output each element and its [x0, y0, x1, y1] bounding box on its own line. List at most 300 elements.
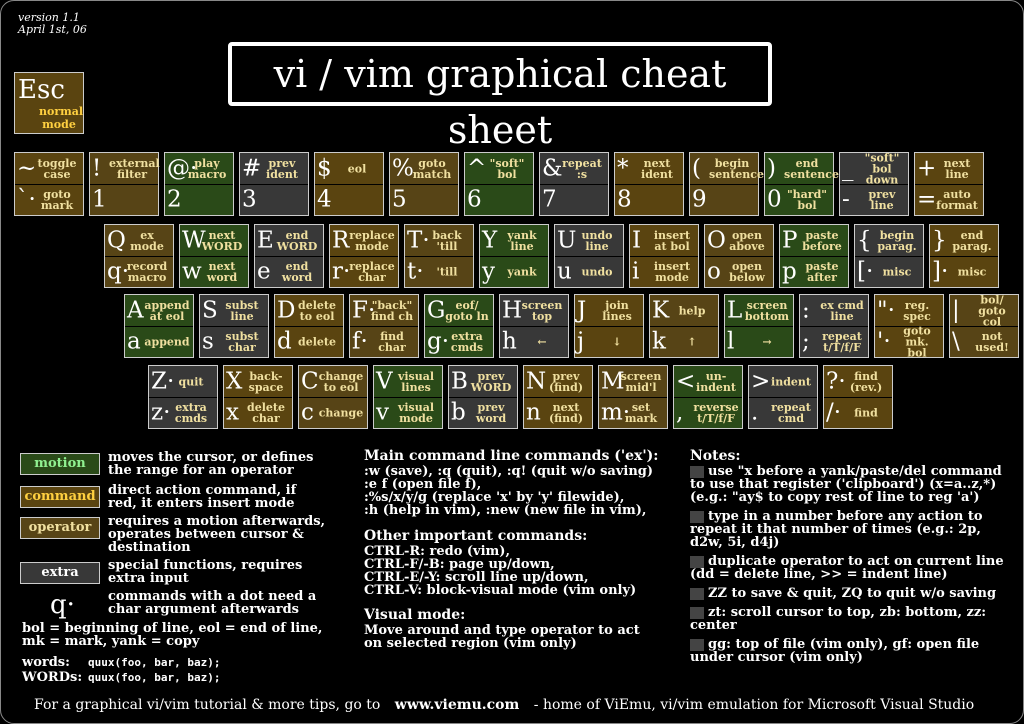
key-half [425, 295, 493, 327]
key-half [330, 256, 398, 287]
key-desc: screen bottom [744, 298, 790, 323]
key-half [15, 184, 83, 215]
key-desc: extra cmds [174, 400, 208, 425]
key-half [615, 184, 683, 215]
key-char: m· [601, 399, 631, 425]
key-char: d [277, 328, 292, 354]
key-half [224, 397, 292, 428]
key-3-3 [373, 365, 443, 429]
key-half [465, 184, 533, 215]
key-half [330, 225, 398, 257]
key-1-7 [629, 224, 699, 288]
WORDs-example: quux(foo, bar, baz); [88, 671, 221, 684]
key-half [840, 153, 908, 185]
key-half [90, 153, 158, 185]
key-char: /· [826, 399, 842, 425]
key-half [165, 153, 233, 185]
key-desc: begin sentence [709, 156, 764, 181]
key-char: K [652, 297, 670, 323]
legend-command-desc: direct action command, if red, it enters insert mode [108, 483, 297, 511]
key-1-4 [404, 224, 474, 288]
text-line: :%s/x/y/g (replace 'x' by 'y' filewide), [364, 490, 625, 505]
key-half [749, 366, 817, 398]
key-desc: indent [771, 375, 811, 388]
text-line: :e f (open file f), [364, 477, 482, 492]
key-half [200, 326, 268, 357]
key-3-8 [748, 365, 818, 429]
key-half [275, 295, 343, 327]
key-1-2 [254, 224, 324, 288]
key-char: 8 [617, 186, 632, 212]
key-2-1 [199, 294, 269, 358]
key-desc: 'till [436, 265, 458, 278]
key-3-7 [673, 365, 743, 429]
key-0-6 [464, 152, 534, 216]
key-char: 6 [467, 186, 482, 212]
key-half [690, 184, 758, 215]
key-half [705, 225, 773, 257]
key-char: x [226, 399, 239, 425]
key-char: Z· [151, 368, 175, 394]
key-0-3 [239, 152, 309, 216]
key-char: w [182, 258, 202, 284]
key-char: = [917, 186, 937, 212]
key-char: b [451, 399, 466, 425]
key-char: W [182, 227, 206, 253]
note-item [690, 638, 1010, 664]
key-char: i [632, 258, 640, 284]
key-half [200, 295, 268, 327]
main-lines [364, 465, 674, 517]
note-text: zt: scroll cursor to top, zb: bottom, zz: center [690, 605, 987, 633]
key-char: } [932, 227, 947, 253]
key-half [149, 366, 217, 398]
text-line: CTRL-V: block-visual mode (vim only) [364, 583, 637, 598]
key-half [555, 225, 623, 257]
key-char: * [617, 155, 629, 181]
key-char: @· [167, 155, 198, 181]
key-desc: repeat t/T/f/F [822, 329, 862, 354]
key-half [650, 295, 718, 327]
key-desc: insert at bol [653, 228, 691, 253]
words-example: quux(foo, bar, baz); [88, 656, 221, 669]
key-3-2 [298, 365, 368, 429]
key-desc: find [854, 406, 878, 419]
key-half [615, 153, 683, 185]
key-char: V [376, 368, 393, 394]
key-char: n [526, 399, 541, 425]
key-half [500, 295, 568, 327]
key-half [915, 153, 983, 185]
key-char: ]· [932, 258, 949, 284]
key-char: A [127, 297, 144, 323]
key-half [105, 225, 173, 257]
key-char: h [502, 328, 517, 354]
note-badge [690, 639, 704, 651]
legend-command: command [20, 486, 100, 508]
key-desc: subst line [225, 298, 259, 323]
text-line: on selected region (vim only) [364, 636, 577, 651]
key-desc: yank line [507, 228, 537, 253]
key-char: t· [407, 258, 424, 284]
key-char: f· [352, 328, 368, 354]
key-desc: record macro [126, 259, 168, 284]
key-desc: toggle case [37, 156, 77, 181]
key-char: ^ [467, 155, 487, 181]
key-half [299, 397, 367, 428]
key-desc: extra cmds [450, 329, 484, 354]
key-desc: next word [206, 259, 238, 284]
key-desc: paste after [805, 259, 839, 284]
key-char: . [751, 399, 759, 425]
key-desc: join lines [602, 298, 632, 323]
text-line: CTRL-R: redo (vim), [364, 544, 510, 559]
key-0-7 [539, 152, 609, 216]
key-0-0 [14, 152, 84, 216]
key-char: c [301, 399, 314, 425]
key-char: L [727, 297, 743, 323]
key-desc: change [318, 406, 364, 419]
text-line: CTRL-F/-B: page up/down, [364, 557, 555, 572]
key-half [599, 366, 667, 398]
key-half [125, 326, 193, 357]
key-3-9 [823, 365, 893, 429]
key-0-1 [89, 152, 159, 216]
key-char: Y [482, 227, 498, 253]
key-char: 1 [92, 186, 107, 212]
key-half [824, 366, 892, 398]
key-char: \ [952, 328, 960, 354]
key-desc: find char [378, 329, 406, 354]
key-desc: prev ident [266, 156, 298, 181]
key-desc: back 'till [432, 228, 462, 253]
key-char: ?· [826, 368, 846, 394]
key-desc: eof/ goto ln [445, 298, 489, 323]
key-char: F· [352, 297, 376, 323]
key-char: O [707, 227, 726, 253]
note-item [690, 555, 1010, 581]
key-char: 5 [392, 186, 407, 212]
key-desc: reverse t/T/f/F [693, 400, 739, 425]
key-char: a [127, 328, 141, 354]
key-half [690, 153, 764, 185]
key-desc: un- indent [696, 369, 736, 394]
key-char: G [427, 297, 446, 323]
legend-motion: motion [20, 453, 100, 475]
key-char: P [782, 227, 798, 253]
key-char: u [557, 258, 572, 284]
key-char: `· [17, 186, 36, 212]
dot-desc: commands with a dot need a char argument afterwards [108, 589, 317, 617]
key-desc: next WORD [201, 228, 243, 253]
key-desc: prev WORD [470, 369, 512, 394]
note-text: use "x before a yank/paste/del command to use that register ('clipboard') (x=a..z,*) (e.g.: "ay$ to copy rest of line to reg 'a') [690, 464, 1002, 505]
version-info [18, 12, 87, 36]
key-half [855, 256, 923, 287]
key-0-11 [839, 152, 909, 216]
key-half [540, 184, 608, 215]
note-badge [690, 511, 704, 523]
key-desc: ← [537, 335, 547, 348]
key-half [90, 184, 158, 215]
key-2-11 [949, 294, 1019, 358]
key-2-9 [799, 294, 869, 358]
key-char: g· [427, 328, 450, 354]
key-char: e [257, 258, 271, 284]
key-half [500, 326, 568, 357]
key-2-2 [274, 294, 344, 358]
key-3-0 [148, 365, 218, 429]
key-char: + [917, 155, 937, 181]
key-char: J [577, 297, 587, 323]
key-desc: undo line [581, 228, 613, 253]
key-char: '· [877, 328, 891, 354]
key-char: "· [877, 297, 895, 323]
note-item [690, 465, 1010, 504]
key-half [630, 256, 698, 287]
key-half [599, 397, 667, 428]
notes-heading: Notes: [690, 448, 741, 464]
key-desc: eol [347, 162, 367, 175]
WORDs-label: WORDs: [22, 670, 83, 685]
key-half [575, 295, 643, 327]
key-half [255, 225, 323, 257]
key-half [405, 225, 473, 257]
key-half [105, 256, 173, 287]
key-char: B [451, 368, 468, 394]
key-desc: misc [882, 265, 912, 278]
key-half [800, 326, 868, 357]
key-desc: replace char [349, 259, 395, 284]
key-desc: delete to eol [298, 298, 336, 323]
key-half [240, 153, 308, 185]
key-half [875, 326, 943, 357]
key-half [390, 153, 458, 185]
main-heading: Main command line commands ('ex'): [364, 448, 659, 464]
key-desc: screen mid'l [620, 369, 662, 394]
key-half [180, 256, 248, 287]
key-half [480, 256, 548, 287]
esc-key-label: Esc [18, 75, 65, 105]
key-half [465, 153, 533, 185]
note-badge [690, 556, 704, 568]
key-desc: prev (find) [548, 369, 584, 394]
abbreviations: bol = beginning of line, eol = end of line, mk = mark, yank = copy [22, 621, 323, 649]
key-0-9 [689, 152, 764, 216]
key-desc: goto mk. bol [903, 324, 931, 359]
note-item [690, 510, 1010, 549]
key-0-8 [614, 152, 684, 216]
key-half [374, 397, 442, 428]
key-char: { [857, 227, 872, 253]
key-half [650, 326, 718, 357]
key-char: v [376, 399, 389, 425]
key-desc: visual lines [397, 369, 435, 394]
key-desc: goto mark [40, 187, 74, 212]
key-desc: ex mode [130, 228, 164, 253]
key-0-12 [914, 152, 984, 216]
key-char: $ [317, 155, 332, 181]
key-0-4 [314, 152, 384, 216]
key-char: 3 [242, 186, 257, 212]
key-3-1 [223, 365, 293, 429]
key-desc: repeat :s [562, 156, 602, 181]
key-half [780, 225, 848, 257]
key-half [350, 295, 418, 327]
key-char: : [802, 297, 810, 323]
key-1-1 [179, 224, 249, 288]
key-desc: open below [729, 259, 765, 284]
key-desc: set mark [624, 400, 658, 425]
key-char: 0 [767, 186, 782, 212]
key-2-7 [649, 294, 719, 358]
key-half [555, 256, 623, 287]
key-half [674, 366, 742, 398]
key-half [480, 225, 548, 257]
key-half [299, 366, 367, 398]
key-desc: reg. spec [903, 298, 931, 323]
legend-motion-desc: moves the cursor, or defines the range for an operator [108, 450, 314, 478]
key-char: | [952, 297, 960, 323]
key-half [930, 225, 998, 257]
key-half [374, 366, 442, 398]
text-line: Move around and type operator to act [364, 623, 640, 638]
key-char: H [502, 297, 523, 323]
key-half [749, 397, 817, 428]
key-char: [· [857, 258, 874, 284]
key-desc: ↑ [687, 335, 697, 348]
key-desc: yank [507, 265, 537, 278]
key-0-5 [389, 152, 459, 216]
key-desc: open above [729, 228, 765, 253]
legend-operator-desc: requires a motion afterwards, operates between cursor & destination [108, 514, 326, 555]
key-desc: bol/ goto col [978, 293, 1006, 328]
dot-key: q· [50, 590, 75, 620]
key-half [240, 184, 308, 215]
key-char: ~ [17, 155, 37, 181]
key-half [855, 225, 923, 257]
key-half [15, 153, 83, 185]
key-char: 2 [167, 186, 182, 212]
key-half [575, 326, 643, 357]
legend-operator: operator [20, 517, 100, 539]
key-desc: visual mode [397, 400, 435, 425]
legend-extra: extra [20, 562, 100, 584]
note-badge [690, 607, 704, 619]
key-half [315, 184, 383, 215]
key-char: 7 [542, 186, 557, 212]
key-char: M [601, 368, 625, 394]
key-1-6 [554, 224, 624, 288]
key-desc: not used! [975, 329, 1009, 354]
key-char: < [676, 368, 696, 394]
key-half [705, 256, 773, 287]
key-char: , [676, 399, 684, 425]
key-desc: "soft" bol down [864, 151, 900, 186]
key-half [725, 326, 793, 357]
key-half [674, 397, 742, 428]
key-char: S [202, 297, 218, 323]
key-half [125, 295, 193, 327]
key-half [524, 397, 592, 428]
key-1-11 [929, 224, 999, 288]
key-char: X [226, 368, 243, 394]
text-line: :h (help in vim), :new (new file in vim), [364, 503, 647, 518]
key-1-10 [854, 224, 924, 288]
key-desc: repeat cmd [771, 400, 811, 425]
key-desc: prev line [868, 187, 896, 212]
note-text: type in a number before any action to repeat it that number of times (e.g.: 2p, d2w, 5i, d4j) [690, 509, 983, 550]
key-half [800, 295, 868, 327]
key-desc: delete char [247, 400, 285, 425]
key-char: R [332, 227, 350, 253]
key-half [540, 153, 608, 185]
words-label: words: [22, 655, 70, 670]
notes-list [690, 465, 1010, 670]
legend-extra-desc: special functions, requires extra input [108, 558, 303, 586]
footer-url[interactable]: www.viemu.com [394, 697, 520, 713]
key-char: p [782, 258, 797, 284]
key-3-5 [523, 365, 593, 429]
key-desc: begin parag. [877, 228, 917, 253]
key-desc: delete [298, 335, 336, 348]
key-desc: end parag. [952, 228, 992, 253]
key-desc: subst char [225, 329, 259, 354]
key-half [350, 326, 418, 357]
note-text: gg: top of file (vim only), gf: open file under cursor (vim only) [690, 637, 980, 665]
key-half [780, 256, 848, 287]
key-3-6 [598, 365, 668, 429]
key-desc: "hard" bol [786, 187, 828, 212]
key-char: l [727, 328, 735, 354]
key-half [224, 366, 292, 398]
key-desc: paste before [802, 228, 842, 253]
key-desc: undo [581, 265, 613, 278]
key-desc: "soft" bol [489, 156, 525, 181]
key-char: # [242, 155, 262, 181]
key-char: D [277, 297, 296, 323]
key-2-0 [124, 294, 194, 358]
key-desc: ex cmd line [820, 298, 864, 323]
key-half [390, 184, 458, 215]
key-desc: quit [178, 375, 204, 388]
text-line: CTRL-E/-Y: scroll line up/down, [364, 570, 589, 585]
key-char: z· [151, 399, 171, 425]
key-char: _ [842, 155, 854, 181]
note-text: duplicate operator to act on current line (dd = delete line, >> = indent line) [690, 554, 1004, 582]
key-desc: "back" find ch [370, 298, 414, 323]
key-half [840, 184, 908, 215]
key-half [315, 153, 383, 185]
key-half [930, 256, 998, 287]
key-desc: auto format [936, 187, 978, 212]
key-desc: play macro [187, 156, 227, 181]
key-2-10 [874, 294, 944, 358]
footer [34, 697, 974, 713]
key-char: j [577, 328, 585, 354]
key-char: U [557, 227, 577, 253]
key-2-3 [349, 294, 419, 358]
key-desc: change to eol [318, 369, 364, 394]
key-half [165, 184, 233, 215]
note-item [690, 587, 1010, 600]
key-desc: screen top [521, 298, 563, 323]
key-char: - [842, 186, 850, 212]
key-char: Q [107, 227, 126, 253]
key-char: ! [92, 155, 102, 181]
key-desc: next line [943, 156, 971, 181]
key-char: I [632, 227, 642, 253]
